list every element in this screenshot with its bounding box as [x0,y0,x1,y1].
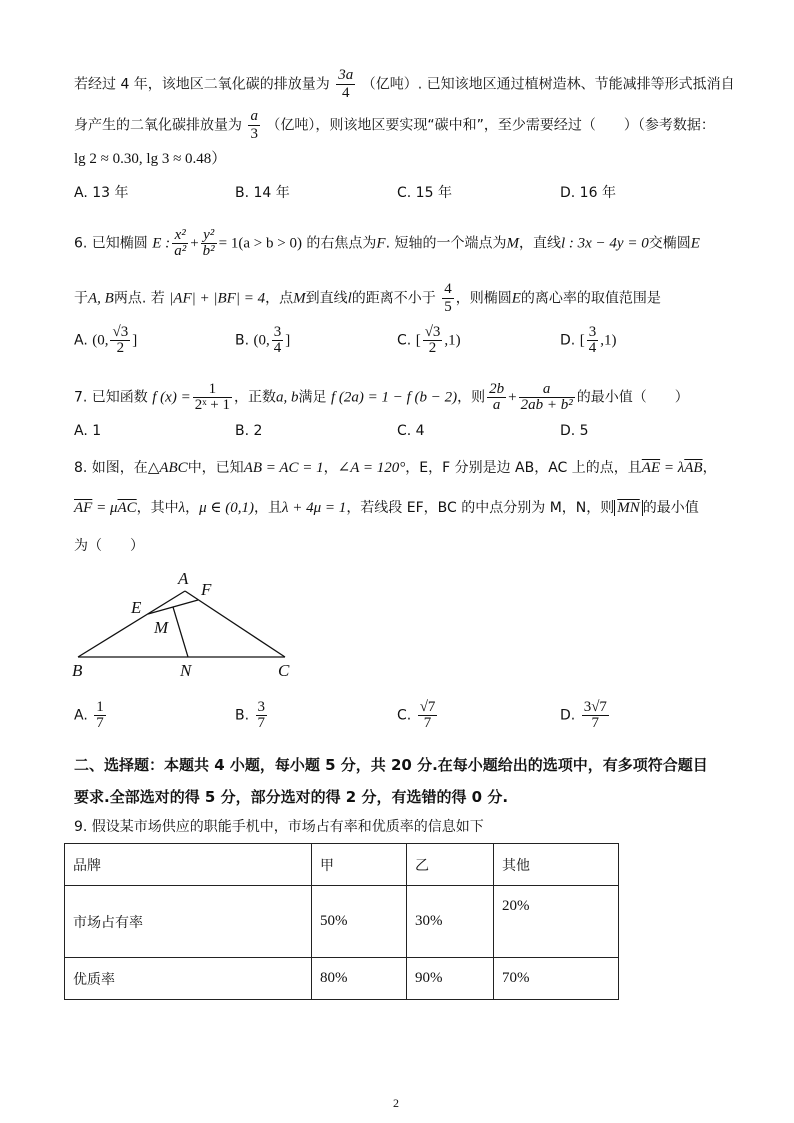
fraction-y2-b2: $\frac{\text{y²}}{\text{b²}}$ [202,227,215,259]
q8-a-fraction: $\frac{1}{7}$ [96,699,104,731]
table-cell: 70% [494,958,619,1000]
table-cell: 80% [312,958,407,1000]
fraction-f-def: $\frac{1}{\text{2ˣ + 1}}$ [194,381,230,413]
table-cell: 20% [494,886,619,958]
table-row [65,958,619,1000]
section2-heading-line1: 二、选择题：本题共 4 小题，每小题 5 分，共 20 分.在每小题给出的选项中，有多项符合题目 [74,756,708,774]
q8-b-fraction: $\frac{3}{7}$ [257,699,266,731]
table-cell: 30% [407,886,494,958]
q7-line1: 7. 已知函数 f (x) = $\frac{1}{\text{2ˣ + 1}}$ ，正数a, b满足 f (2a) = 1 − f (b − 2)，则 $\frac{2b}{a}$ + $\frac{a}{\text{2ab + b²}}$ 的最小值（ ） [74,381,689,413]
table-row [65,886,619,958]
q5-line3: lg 2 ≈ 0.30, lg 3 ≈ 0.48） [74,151,227,167]
q6-line2: 于A, B两点. 若 |AF| + |BF| = 4，点M到直线l的距离不小于 $\frac{4}{5}$ ，则椭圆E的离心率的取值范围是 [74,281,661,315]
page-number: 2 [393,1096,399,1110]
q5-option-a: A. 13 年 [74,185,129,201]
q7-option-b: B. 2 [235,423,263,439]
section2-heading-line2: 要求.全部选对的得 5 分，部分选对的得 2 分，有选错的得 0 分. [74,788,509,806]
label-b: B [72,661,83,680]
q8-line3: 为（ ） [74,538,144,554]
table-cell: 优质率 [65,958,312,1000]
q9-table [64,843,619,1000]
q6-d-fraction: $\frac{3}{4}$ [588,324,597,356]
q6-line1: 6. 已知椭圆 E : $\frac{\text{x²}}{\text{a²}}$ + $\frac{\text{y²}}{\text{b²}}$ = 1(a > b > 0) 的右焦点为F. 短轴的一个端点为M，直线l : 3x − 4y = 0交椭圆E [74,227,700,259]
triangle-figure [60,565,310,685]
side-ac [185,591,285,657]
table-cell: 90% [407,958,494,1000]
q5-option-c: C. 15 年 [397,185,452,201]
table-cell: 50% [312,886,407,958]
fraction-x2-a2: $\frac{\text{x²}}{\text{a²}}$ [174,227,187,259]
label-n: N [180,661,192,680]
table-header-cell: 其他 [494,844,619,886]
table-header-cell: 品牌 [65,844,312,886]
q8-option-a: A. $\frac{1}{7}$ [74,699,104,731]
label-a: A [178,569,189,588]
q6-option-b: B. (0, $\frac{3}{4}$ ] [235,324,291,356]
q5-line1: 若经过 4 年，该地区二氧化碳的排放量为 $\frac{3a}{4}$ （亿吨）. 已知该地区通过植树造林、节能减排等形式抵消自 [74,67,735,101]
fraction-4-5: $\frac{4}{5}$ [444,281,452,315]
label-e: E [131,598,142,617]
q8-d-fraction: $\frac{3√7}{7}$ [583,699,607,731]
q6-option-c: C. [ $\frac{√3}{2}$ ,1) [397,324,461,356]
label-f: F [201,580,212,599]
q7-option-d: D. 5 [560,423,589,439]
fraction-a-3: $\frac{a}{3}$ [250,108,258,142]
q8-option-b: B. $\frac{3}{7}$ [235,699,266,731]
q6-option-a: A. (0, $\frac{√3}{2}$ ] [74,324,138,356]
q8-option-d: D. $\frac{3√7}{7}$ [560,699,607,731]
table-header-cell: 乙 [407,844,494,886]
fraction-a-2ab: $\frac{a}{\text{2ab + b²}}$ [520,381,573,413]
q7-option-c: C. 4 [397,423,425,439]
fraction-3a-4: $\frac{3a}{4}$ [338,67,354,101]
q6-b-fraction: $\frac{3}{4}$ [273,324,282,356]
q5-line2: 身产生的二氧化碳排放量为 $\frac{a}{3}$ （亿吨），则该地区要实现“碳中和”，至少需要经过（ ）（参考数据： [74,108,715,142]
q7-option-a: A. 1 [74,423,102,439]
q6-a-fraction: $\frac{√3}{2}$ [112,324,129,356]
label-m: M [154,618,169,637]
q6-c-fraction: $\frac{√3}{2}$ [424,324,441,356]
q9-text: 9. 假设某市场供应的职能手机中，市场占有率和优质率的信息如下 [74,819,484,835]
q8-line1: 8. 如图，在△ABC中，已知AB = AC = 1，∠A = 120°，E，F 分别是边 AB，AC 上的点，且$\overline{AE} = \lambda\overline{AB}$， [74,460,717,476]
q5-option-d: D. 16 年 [560,185,616,201]
q8-line2: $\overline{AF} = \mu\overline{AC}$，其中λ，μ ∈ (0,1)，且λ + 4μ = 1，若线段 EF，BC 的中点分别为 M，N，则 $\overline{MN}$ 的最小值 [74,500,699,516]
fraction-2b-a: $\frac{2b}{a}$ [489,381,505,413]
q5-option-b: B. 14 年 [235,185,290,201]
q8-option-c: C. $\frac{√7}{7}$ [397,699,436,731]
table-header-cell: 甲 [312,844,407,886]
q8-c-fraction: $\frac{√7}{7}$ [419,699,436,731]
table-cell: 市场占有率 [65,886,312,958]
label-c: C [278,661,290,680]
segment-mn [173,607,188,657]
q6-option-d: D. [ $\frac{3}{4}$ ,1) [560,324,617,356]
table-header-row [65,844,619,886]
